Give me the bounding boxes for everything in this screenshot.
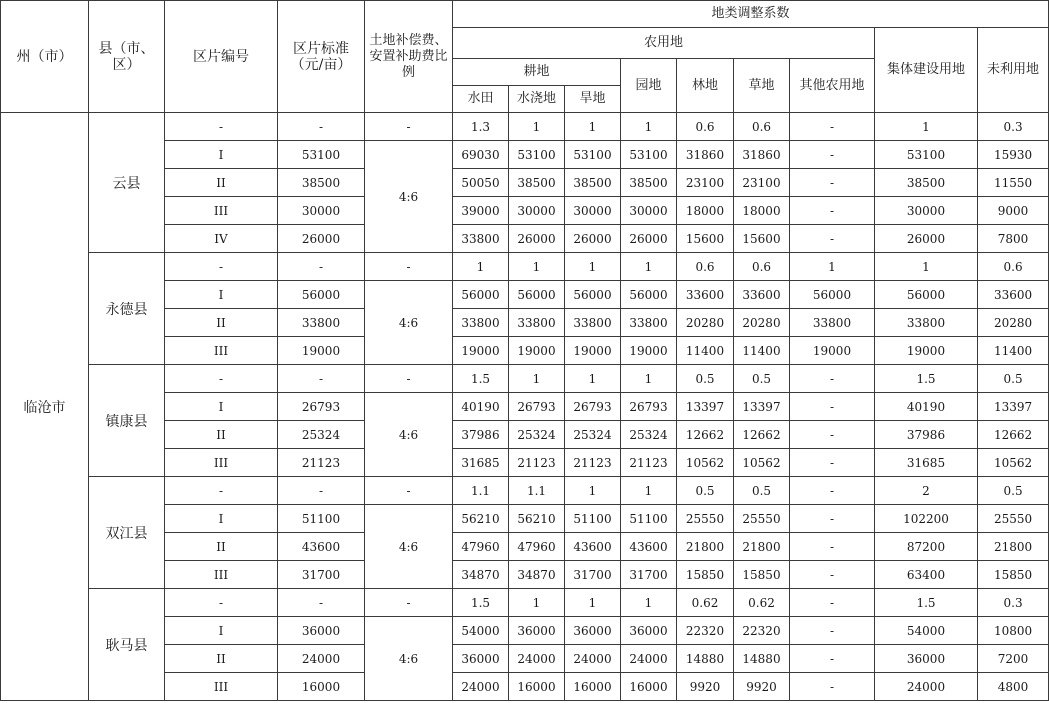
value-cell: 39000 bbox=[453, 197, 509, 225]
value-cell: 34870 bbox=[453, 561, 509, 589]
header-grass: 草地 bbox=[734, 59, 790, 113]
value-cell: 21123 bbox=[565, 449, 621, 477]
ratio-cell: - bbox=[365, 253, 453, 281]
value-cell: 56000 bbox=[453, 281, 509, 309]
coefficient-cell: 0.6 bbox=[978, 253, 1049, 281]
value-cell: 30000 bbox=[875, 197, 978, 225]
value-cell: 25550 bbox=[978, 505, 1049, 533]
value-cell: 23100 bbox=[734, 169, 790, 197]
value-cell: 19000 bbox=[565, 337, 621, 365]
value-cell: 15850 bbox=[978, 561, 1049, 589]
value-cell: 33800 bbox=[453, 309, 509, 337]
value-cell: 24000 bbox=[621, 645, 677, 673]
coefficient-cell: - bbox=[790, 477, 875, 505]
county-cell: 耿马县 bbox=[89, 589, 165, 701]
coefficient-cell: 0.5 bbox=[978, 477, 1049, 505]
value-cell: 53100 bbox=[509, 141, 565, 169]
coefficient-cell: 1 bbox=[621, 113, 677, 141]
coefficient-cell: 1 bbox=[790, 253, 875, 281]
value-cell: 4800 bbox=[978, 673, 1049, 701]
value-cell: 33600 bbox=[978, 281, 1049, 309]
value-cell: 33800 bbox=[453, 225, 509, 253]
value-cell: 24000 bbox=[453, 673, 509, 701]
coefficient-cell: 0.6 bbox=[677, 113, 734, 141]
header-zone-standard: 区片标准 （元/亩） bbox=[278, 1, 365, 113]
value-cell: 12662 bbox=[978, 421, 1049, 449]
value-cell: 25324 bbox=[565, 421, 621, 449]
value-cell: 9920 bbox=[734, 673, 790, 701]
value-cell: 12662 bbox=[677, 421, 734, 449]
value-cell: 26000 bbox=[621, 225, 677, 253]
zone-code-cell: - bbox=[165, 253, 278, 281]
value-cell: - bbox=[790, 533, 875, 561]
ratio-cell: 4:6 bbox=[365, 281, 453, 365]
value-cell: 33800 bbox=[875, 309, 978, 337]
value-cell: 25550 bbox=[677, 505, 734, 533]
value-cell: - bbox=[790, 197, 875, 225]
value-cell: 21800 bbox=[677, 533, 734, 561]
county-cell: 云县 bbox=[89, 113, 165, 253]
value-cell: 16000 bbox=[621, 673, 677, 701]
value-cell: - bbox=[790, 421, 875, 449]
value-cell: 31700 bbox=[565, 561, 621, 589]
zone-standard-cell: 36000 bbox=[278, 617, 365, 645]
value-cell: 19000 bbox=[790, 337, 875, 365]
coefficient-cell: 0.5 bbox=[677, 365, 734, 393]
zone-standard-cell: 30000 bbox=[278, 197, 365, 225]
value-cell: 51100 bbox=[565, 505, 621, 533]
value-cell: - bbox=[790, 561, 875, 589]
value-cell: - bbox=[790, 449, 875, 477]
coefficient-cell: 1 bbox=[565, 477, 621, 505]
zone-code-cell: III bbox=[165, 337, 278, 365]
value-cell: 36000 bbox=[621, 617, 677, 645]
ratio-cell: - bbox=[365, 365, 453, 393]
table-body bbox=[1, 113, 1049, 701]
value-cell: - bbox=[790, 645, 875, 673]
value-cell: 22320 bbox=[734, 617, 790, 645]
coefficient-cell: 0.6 bbox=[734, 113, 790, 141]
ratio-cell: 4:6 bbox=[365, 141, 453, 253]
value-cell: 15930 bbox=[978, 141, 1049, 169]
value-cell: 53100 bbox=[875, 141, 978, 169]
value-cell: 47960 bbox=[453, 533, 509, 561]
value-cell: 54000 bbox=[453, 617, 509, 645]
value-cell: 25550 bbox=[734, 505, 790, 533]
header-orchard: 园地 bbox=[621, 59, 677, 113]
zone-standard-cell: 38500 bbox=[278, 169, 365, 197]
coefficient-cell: 1 bbox=[621, 589, 677, 617]
value-cell: 33600 bbox=[734, 281, 790, 309]
value-cell: 56000 bbox=[621, 281, 677, 309]
zone-standard-cell: 56000 bbox=[278, 281, 365, 309]
value-cell: 26000 bbox=[565, 225, 621, 253]
value-cell: 54000 bbox=[875, 617, 978, 645]
coefficient-cell: 2 bbox=[875, 477, 978, 505]
coefficient-row bbox=[1, 477, 1049, 505]
zone-code-cell: III bbox=[165, 197, 278, 225]
value-cell: 30000 bbox=[509, 197, 565, 225]
value-cell: 24000 bbox=[565, 645, 621, 673]
zone-code-cell: III bbox=[165, 561, 278, 589]
coefficient-cell: 0.5 bbox=[978, 365, 1049, 393]
table-header bbox=[1, 1, 1049, 113]
value-cell: 43600 bbox=[565, 533, 621, 561]
value-cell: 24000 bbox=[509, 645, 565, 673]
value-cell: - bbox=[790, 617, 875, 645]
coefficient-cell: 0.62 bbox=[677, 589, 734, 617]
coefficient-cell: 0.5 bbox=[677, 477, 734, 505]
value-cell: 15600 bbox=[677, 225, 734, 253]
value-cell: 26000 bbox=[875, 225, 978, 253]
value-cell: 38500 bbox=[621, 169, 677, 197]
coefficient-cell: 1 bbox=[565, 113, 621, 141]
value-cell: 56000 bbox=[790, 281, 875, 309]
value-cell: 18000 bbox=[677, 197, 734, 225]
ratio-cell: - bbox=[365, 113, 453, 141]
value-cell: 87200 bbox=[875, 533, 978, 561]
value-cell: 21800 bbox=[734, 533, 790, 561]
coefficient-cell: 1.1 bbox=[453, 477, 509, 505]
zone-standard-cell: - bbox=[278, 589, 365, 617]
value-cell: 36000 bbox=[453, 645, 509, 673]
zone-standard-cell: - bbox=[278, 253, 365, 281]
value-cell: 38500 bbox=[565, 169, 621, 197]
county-cell: 双江县 bbox=[89, 477, 165, 589]
value-cell: 14880 bbox=[734, 645, 790, 673]
value-cell: 43600 bbox=[621, 533, 677, 561]
zone-standard-cell: - bbox=[278, 477, 365, 505]
zone-standard-cell: 21123 bbox=[278, 449, 365, 477]
value-cell: 40190 bbox=[453, 393, 509, 421]
coefficient-cell: 1.5 bbox=[453, 365, 509, 393]
value-cell: 63400 bbox=[875, 561, 978, 589]
value-cell: 30000 bbox=[565, 197, 621, 225]
header-zone-code: 区片编号 bbox=[165, 1, 278, 113]
coefficient-cell: 1.5 bbox=[453, 589, 509, 617]
value-cell: 31860 bbox=[734, 141, 790, 169]
value-cell: 10562 bbox=[677, 449, 734, 477]
value-cell: 31685 bbox=[875, 449, 978, 477]
value-cell: 51100 bbox=[621, 505, 677, 533]
coefficient-cell: 1.1 bbox=[509, 477, 565, 505]
value-cell: 21123 bbox=[621, 449, 677, 477]
value-cell: 102200 bbox=[875, 505, 978, 533]
value-cell: 36000 bbox=[875, 645, 978, 673]
value-cell: 37986 bbox=[453, 421, 509, 449]
header-prefecture: 州（市） bbox=[1, 1, 89, 113]
zone-code-cell: - bbox=[165, 477, 278, 505]
value-cell: 31685 bbox=[453, 449, 509, 477]
coefficient-cell: - bbox=[790, 589, 875, 617]
value-cell: 20280 bbox=[978, 309, 1049, 337]
coefficient-cell: 1 bbox=[621, 253, 677, 281]
zone-code-cell: I bbox=[165, 281, 278, 309]
value-cell: 18000 bbox=[734, 197, 790, 225]
header-forest: 林地 bbox=[677, 59, 734, 113]
ratio-cell: 4:6 bbox=[365, 393, 453, 477]
value-cell: 16000 bbox=[565, 673, 621, 701]
coefficient-cell: 1 bbox=[875, 253, 978, 281]
coefficient-cell: 1 bbox=[453, 253, 509, 281]
coefficient-cell: 0.6 bbox=[734, 253, 790, 281]
value-cell: 30000 bbox=[621, 197, 677, 225]
value-cell: 13397 bbox=[978, 393, 1049, 421]
value-cell: 53100 bbox=[565, 141, 621, 169]
value-cell: 19000 bbox=[875, 337, 978, 365]
value-cell: 13397 bbox=[734, 393, 790, 421]
zone-code-cell: II bbox=[165, 533, 278, 561]
value-cell: 31860 bbox=[677, 141, 734, 169]
header-cultivated: 耕地 bbox=[453, 59, 621, 86]
value-cell: 7200 bbox=[978, 645, 1049, 673]
coefficient-row bbox=[1, 365, 1049, 393]
ratio-cell: 4:6 bbox=[365, 617, 453, 701]
coefficient-row bbox=[1, 113, 1049, 141]
value-cell: - bbox=[790, 225, 875, 253]
value-cell: 21123 bbox=[509, 449, 565, 477]
zone-standard-cell: 43600 bbox=[278, 533, 365, 561]
zone-standard-cell: 24000 bbox=[278, 645, 365, 673]
header-agri: 农用地 bbox=[453, 28, 875, 59]
value-cell: 33800 bbox=[790, 309, 875, 337]
ratio-cell: - bbox=[365, 589, 453, 617]
value-cell: 37986 bbox=[875, 421, 978, 449]
value-cell: 12662 bbox=[734, 421, 790, 449]
coefficient-cell: 1.5 bbox=[875, 365, 978, 393]
value-cell: 56210 bbox=[509, 505, 565, 533]
zone-standard-cell: 16000 bbox=[278, 673, 365, 701]
ratio-cell: 4:6 bbox=[365, 505, 453, 589]
header-unused: 未利用地 bbox=[978, 28, 1049, 113]
header-county: 县（市、区） bbox=[89, 1, 165, 113]
zone-code-cell: - bbox=[165, 113, 278, 141]
coefficient-row bbox=[1, 253, 1049, 281]
value-cell: 26793 bbox=[565, 393, 621, 421]
zone-code-cell: II bbox=[165, 309, 278, 337]
value-cell: 34870 bbox=[509, 561, 565, 589]
coefficient-cell: - bbox=[790, 113, 875, 141]
value-cell: 33600 bbox=[677, 281, 734, 309]
zone-code-cell: - bbox=[165, 589, 278, 617]
coefficient-cell: 1 bbox=[565, 589, 621, 617]
value-cell: 69030 bbox=[453, 141, 509, 169]
coefficient-cell: 0.5 bbox=[734, 365, 790, 393]
value-cell: 21800 bbox=[978, 533, 1049, 561]
coefficient-cell: 1 bbox=[565, 365, 621, 393]
zone-code-cell: I bbox=[165, 505, 278, 533]
value-cell: 53100 bbox=[621, 141, 677, 169]
value-cell: 33800 bbox=[621, 309, 677, 337]
zone-standard-cell: 51100 bbox=[278, 505, 365, 533]
zone-standard-cell: - bbox=[278, 365, 365, 393]
value-cell: 15600 bbox=[734, 225, 790, 253]
zone-code-cell: I bbox=[165, 617, 278, 645]
coefficient-cell: 1 bbox=[509, 589, 565, 617]
zone-code-cell: - bbox=[165, 365, 278, 393]
value-cell: 11400 bbox=[734, 337, 790, 365]
value-cell: 24000 bbox=[875, 673, 978, 701]
value-cell: 19000 bbox=[621, 337, 677, 365]
zone-code-cell: II bbox=[165, 169, 278, 197]
header-collective: 集体建设用地 bbox=[875, 28, 978, 113]
coefficient-cell: 0.6 bbox=[677, 253, 734, 281]
value-cell: 38500 bbox=[875, 169, 978, 197]
value-cell: 33800 bbox=[509, 309, 565, 337]
coefficient-cell: 1 bbox=[509, 365, 565, 393]
zone-standard-cell: 31700 bbox=[278, 561, 365, 589]
header-other-agri: 其他农用地 bbox=[790, 59, 875, 113]
value-cell: 11550 bbox=[978, 169, 1049, 197]
coefficient-cell: 0.62 bbox=[734, 589, 790, 617]
ratio-cell: - bbox=[365, 477, 453, 505]
value-cell: 11400 bbox=[677, 337, 734, 365]
header-paddy: 水田 bbox=[453, 86, 509, 113]
value-cell: 56000 bbox=[875, 281, 978, 309]
coefficient-cell: 1.3 bbox=[453, 113, 509, 141]
coefficient-cell: 1 bbox=[621, 477, 677, 505]
zone-code-cell: IV bbox=[165, 225, 278, 253]
value-cell: 9000 bbox=[978, 197, 1049, 225]
value-cell: 16000 bbox=[509, 673, 565, 701]
value-cell: 10800 bbox=[978, 617, 1049, 645]
prefecture-cell: 临沧市 bbox=[1, 113, 89, 701]
coefficient-cell: 1.5 bbox=[875, 589, 978, 617]
value-cell: 38500 bbox=[509, 169, 565, 197]
header-ratio: 土地补偿费、安置补助费比例 bbox=[365, 1, 453, 113]
value-cell: 23100 bbox=[677, 169, 734, 197]
county-cell: 永德县 bbox=[89, 253, 165, 365]
value-cell: 20280 bbox=[677, 309, 734, 337]
zone-code-cell: I bbox=[165, 141, 278, 169]
zone-standard-cell: 25324 bbox=[278, 421, 365, 449]
zone-standard-cell: - bbox=[278, 113, 365, 141]
value-cell: 25324 bbox=[621, 421, 677, 449]
value-cell: 15850 bbox=[734, 561, 790, 589]
coefficient-row bbox=[1, 589, 1049, 617]
value-cell: - bbox=[790, 141, 875, 169]
value-cell: 56000 bbox=[509, 281, 565, 309]
coefficient-cell: 1 bbox=[621, 365, 677, 393]
value-cell: 20280 bbox=[734, 309, 790, 337]
value-cell: 47960 bbox=[509, 533, 565, 561]
zone-standard-cell: 26793 bbox=[278, 393, 365, 421]
value-cell: - bbox=[790, 505, 875, 533]
value-cell: 56210 bbox=[453, 505, 509, 533]
coefficient-cell: - bbox=[790, 365, 875, 393]
coefficient-cell: 1 bbox=[875, 113, 978, 141]
value-cell: - bbox=[790, 169, 875, 197]
value-cell: 50050 bbox=[453, 169, 509, 197]
value-cell: 13397 bbox=[677, 393, 734, 421]
zone-code-cell: II bbox=[165, 645, 278, 673]
value-cell: 33800 bbox=[565, 309, 621, 337]
value-cell: 25324 bbox=[509, 421, 565, 449]
value-cell: 31700 bbox=[621, 561, 677, 589]
value-cell: 19000 bbox=[453, 337, 509, 365]
zone-code-cell: I bbox=[165, 393, 278, 421]
value-cell: 56000 bbox=[565, 281, 621, 309]
value-cell: 22320 bbox=[677, 617, 734, 645]
zone-standard-cell: 33800 bbox=[278, 309, 365, 337]
value-cell: - bbox=[790, 673, 875, 701]
value-cell: 14880 bbox=[677, 645, 734, 673]
value-cell: 26793 bbox=[621, 393, 677, 421]
value-cell: 26793 bbox=[509, 393, 565, 421]
zone-code-cell: III bbox=[165, 449, 278, 477]
value-cell: - bbox=[790, 393, 875, 421]
value-cell: 40190 bbox=[875, 393, 978, 421]
header-irrigated: 水浇地 bbox=[509, 86, 565, 113]
header-dry: 旱地 bbox=[565, 86, 621, 113]
coefficient-cell: 1 bbox=[509, 253, 565, 281]
header-adjust: 地类调整系数 bbox=[453, 1, 1049, 28]
coefficient-cell: 0.5 bbox=[734, 477, 790, 505]
county-cell: 镇康县 bbox=[89, 365, 165, 477]
value-cell: 10562 bbox=[734, 449, 790, 477]
zone-code-cell: II bbox=[165, 421, 278, 449]
value-cell: 15850 bbox=[677, 561, 734, 589]
coefficient-cell: 0.3 bbox=[978, 113, 1049, 141]
zone-standard-cell: 53100 bbox=[278, 141, 365, 169]
value-cell: 9920 bbox=[677, 673, 734, 701]
zone-standard-cell: 19000 bbox=[278, 337, 365, 365]
coefficient-cell: 1 bbox=[509, 113, 565, 141]
value-cell: 19000 bbox=[509, 337, 565, 365]
value-cell: 36000 bbox=[509, 617, 565, 645]
value-cell: 10562 bbox=[978, 449, 1049, 477]
value-cell: 11400 bbox=[978, 337, 1049, 365]
coefficient-cell: 0.3 bbox=[978, 589, 1049, 617]
zone-standard-cell: 26000 bbox=[278, 225, 365, 253]
zone-code-cell: III bbox=[165, 673, 278, 701]
coefficient-cell: 1 bbox=[565, 253, 621, 281]
value-cell: 7800 bbox=[978, 225, 1049, 253]
value-cell: 26000 bbox=[509, 225, 565, 253]
value-cell: 36000 bbox=[565, 617, 621, 645]
